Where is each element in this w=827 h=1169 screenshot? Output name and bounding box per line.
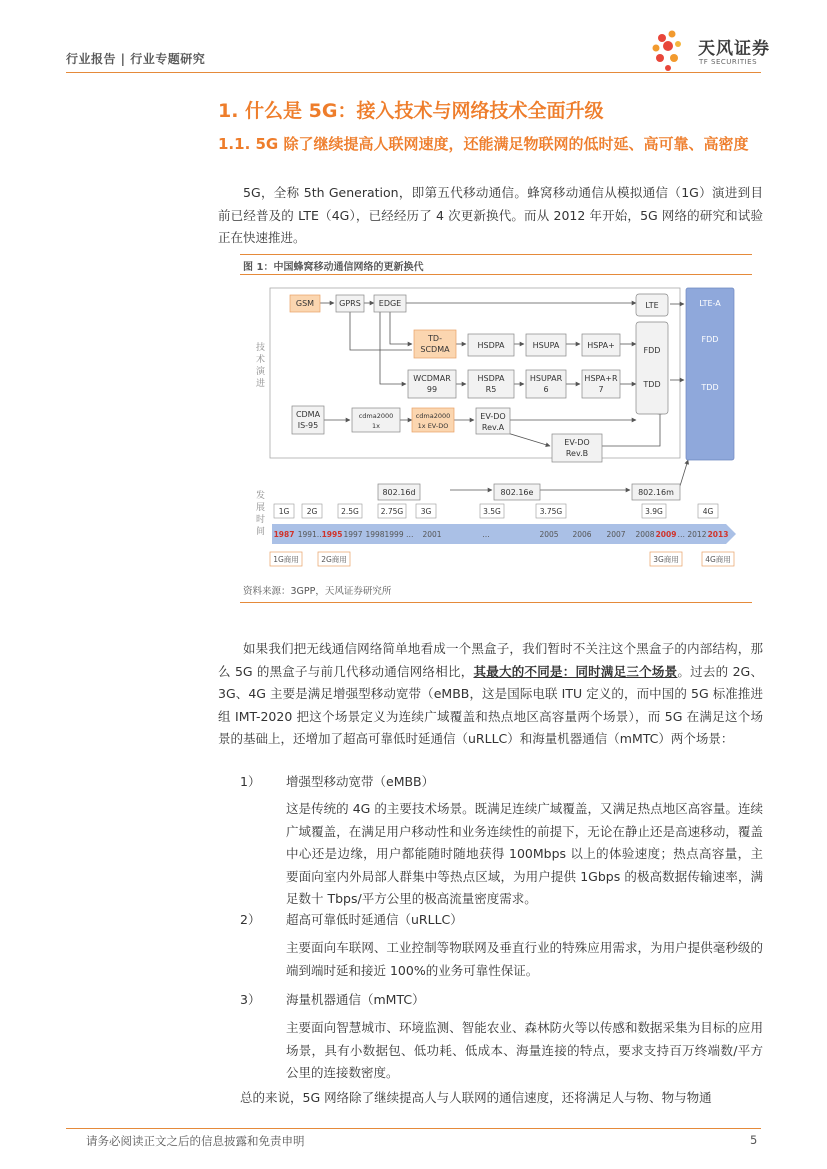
network-evolution-diagram — [240, 280, 752, 578]
node-cdma2000-evdo-0: cdma2000 — [415, 412, 451, 420]
node-hspa-r7-1: 7 — [598, 385, 604, 394]
node-evdo-b-0: EV-DO — [564, 438, 590, 447]
node-td-scdma-1: SCDMA — [420, 345, 450, 354]
year-2005: 2005 — [539, 530, 559, 539]
gen-2g: 2G — [306, 507, 318, 516]
gen-3-75g: 3.75G — [539, 507, 563, 516]
year-1995: 1995 — [321, 530, 343, 539]
list-item-1-body: 这是传统的 4G 的主要技术场景。既满足连续广域覆盖，又满足热点地区高容量。连续广域覆盖，在满足用户移动性和业务连续性的前提下，无论在静止还是高速移动，覆盖中心还是边缘，用户都能随时随地获得 100Mbps 以上的体验速度；热点高容量，主要面向室内外局部人群集中等热点区域，为用户提供 1Gbps 的极高数据传输速率，满足数十 Tbps/平方公里的极高流量密度需求。 — [286, 801, 763, 906]
node-80216m: 802.16m — [638, 488, 674, 497]
node-hspa-r7-0: HSPA+R — [584, 374, 618, 383]
gen-2-75g: 2.75G — [380, 507, 404, 516]
node-cdma-0: CDMA — [295, 410, 321, 419]
side-label-top-0: 技 — [256, 343, 266, 353]
year-1997: 1997 — [343, 530, 363, 539]
intro-paragraph: 5G，全称 5th Generation，即第五代移动通信。蜂窝移动通信从模拟通信（1G）演进到目前已经普及的 LTE（4G），已经经历了 4 次更新换代。而从 2012 年开始，5G 网络的研究和试验正在快速推进。 — [218, 185, 763, 245]
gen-2-5g: 2.5G — [341, 507, 359, 516]
node-lte-a-fdd: FDD — [701, 335, 719, 344]
year-2008: 2008 — [635, 530, 655, 539]
figure-bottom-rule — [240, 602, 752, 603]
year-1998: 1998 — [365, 530, 385, 539]
node-cdma-1: IS-95 — [297, 421, 319, 430]
figure-source: 资料来源：3GPP，天风证券研究所 — [243, 586, 392, 597]
footer-divider — [66, 1128, 761, 1129]
logo-subtitle: TF SECURITIES — [699, 58, 758, 66]
list-item-1-number: 1） — [240, 774, 261, 789]
footer-disclaimer: 请务必阅读正文之后的信息披露和免责申明 — [86, 1134, 305, 1148]
scenarios-text-a: 如果我们把无线通信网络简单地看成一个黑盒子，我们暂时不关注这个黑盒子的内部结构，那么 5G 的黑盒子与前几代移动通信网络相比， — [218, 641, 763, 679]
list-item-3-body: 主要面向智慧城市、环境监测、智能农业、森林防火等以传感和数据采集为目标的应用场景，具有小数据包、低功耗、低成本、海量连接的特点，要求支持百万终端数/平方公里的连接数密度。 — [286, 1020, 763, 1080]
figure-title-rule — [240, 274, 752, 275]
list-item-2-heading: 超高可靠低时延通信（uRLLC） — [286, 912, 463, 927]
node-80216e: 802.16e — [500, 488, 534, 497]
node-lte-a: LTE-A — [699, 299, 721, 308]
gen-1g: 1G — [278, 507, 290, 516]
list-item-3-heading: 海量机器通信（mMTC） — [286, 992, 425, 1007]
node-wcdma-1: 99 — [426, 385, 438, 394]
page-number: 5 — [750, 1133, 758, 1147]
node-80216d: 802.16d — [382, 488, 416, 497]
side-label-bottom-3: 间 — [256, 527, 266, 537]
gen-4g: 4G — [702, 507, 714, 516]
gen-3-5g: 3.5G — [483, 507, 501, 516]
node-gsm: GSM — [295, 299, 315, 308]
node-hsupa-r6-0: HSUPAR — [529, 374, 563, 383]
side-label-bottom-2: 时 — [256, 515, 266, 525]
figure-top-rule — [240, 254, 752, 255]
scenarios-paragraph — [218, 638, 763, 751]
gen-3-9g: 3.9G — [645, 507, 663, 516]
year-2012: … 2012 — [677, 530, 707, 539]
node-cdma2000-1x-1: 1x — [372, 422, 380, 430]
closing-paragraph: 总的来说，5G 网络除了继续提高人与人联网的通信速度，还将满足人与物、物与物通 — [240, 1090, 712, 1105]
section-heading: 1. 什么是 5G：接入技术与网络技术全面升级 — [218, 100, 604, 122]
node-edge: EDGE — [378, 299, 402, 308]
node-wcdma-0: WCDMAR — [413, 374, 451, 383]
subsection-heading: 1.1. 5G 除了继续提高人联网速度，还能满足物联网的低时延、高可靠、高密度 — [218, 135, 749, 153]
milestone-2g: 2G商用 — [321, 555, 347, 564]
node-lte-a-tdd: TDD — [701, 383, 719, 392]
node-td-scdma-0: TD- — [428, 334, 442, 343]
year-1987: 1987 — [273, 530, 295, 539]
node-hsdpa-r5-1: R5 — [485, 385, 497, 394]
node-hsupa: HSUPA — [532, 341, 560, 350]
list-item-1-heading: 增强型移动宽带（eMBB） — [286, 774, 435, 789]
year-1991: 1991… — [297, 530, 325, 539]
list-item-2-body: 主要面向车联网、工业控制等物联网及垂直行业的特殊应用需求，为用户提供毫秒级的端到端时延和接近 100%的业务可靠性保证。 — [286, 940, 763, 978]
side-label-top-3: 进 — [256, 379, 266, 389]
side-label-bottom-1: 展 — [256, 503, 266, 513]
gen-3g: 3G — [420, 507, 432, 516]
year-2007: 2007 — [606, 530, 626, 539]
node-hsdpa-r5-0: HSDPA — [477, 374, 505, 383]
side-label-top-1: 术 — [256, 355, 266, 365]
year-2006: 2006 — [572, 530, 592, 539]
year-1999: 1999 … — [384, 530, 414, 539]
year-2001: 2001 — [422, 530, 442, 539]
scenarios-text-b: 。过去的 2G、3G、4G 主要是满足增强型移动宽带（eMBB，这是国际电联 ITU 定义的，而中国的 5G 标准推进组 IMT-2020 把这个场景定义为连续广域覆盖和热点地区高容量两个场景），而 5G 在满足这个场景的基础上，还增加了超高可靠低时延通信（uRLLC）和海量机器通信（mMTC）两个场景： — [218, 663, 763, 746]
figure-title: 图 1：中国蜂窝移动通信网络的更新换代 — [243, 262, 424, 273]
header-divider — [66, 72, 761, 73]
node-lte-fdd: FDD — [643, 346, 661, 355]
list-item-2-number: 2） — [240, 912, 261, 927]
side-label-top-2: 演 — [256, 367, 266, 377]
milestone-4g: 4G商用 — [705, 555, 731, 564]
year-2013: 2013 — [707, 530, 729, 539]
milestone-3g: 3G商用 — [653, 555, 679, 564]
scenarios-emphasis: 其最大的不同是：同时满足三个场景 — [473, 663, 678, 679]
node-lte-tdd: TDD — [643, 380, 661, 389]
node-cdma2000-evdo-1: 1x EV-DO — [417, 422, 449, 430]
node-gprs: GPRS — [339, 299, 361, 308]
node-lte: LTE — [645, 301, 659, 310]
list-item-3-number: 3） — [240, 992, 261, 1007]
node-hspa-plus: HSPA+ — [587, 341, 615, 350]
node-evdo-a-0: EV-DO — [480, 412, 506, 421]
node-hsupa-r6-1: 6 — [543, 385, 549, 394]
logo-name: 天风证券 — [698, 39, 770, 59]
node-hsdpa: HSDPA — [477, 341, 505, 350]
report-category: 行业报告 | 行业专题研究 — [66, 52, 206, 66]
side-label-bottom-0: 发 — [256, 491, 266, 501]
node-cdma2000-1x-0: cdma2000 — [358, 412, 394, 420]
node-evdo-b-1: Rev.B — [565, 449, 589, 458]
year-ellipsis: … — [482, 530, 490, 539]
milestone-1g: 1G商用 — [273, 555, 299, 564]
year-2009: 2009 — [655, 530, 677, 539]
node-evdo-a-1: Rev.A — [481, 423, 505, 432]
